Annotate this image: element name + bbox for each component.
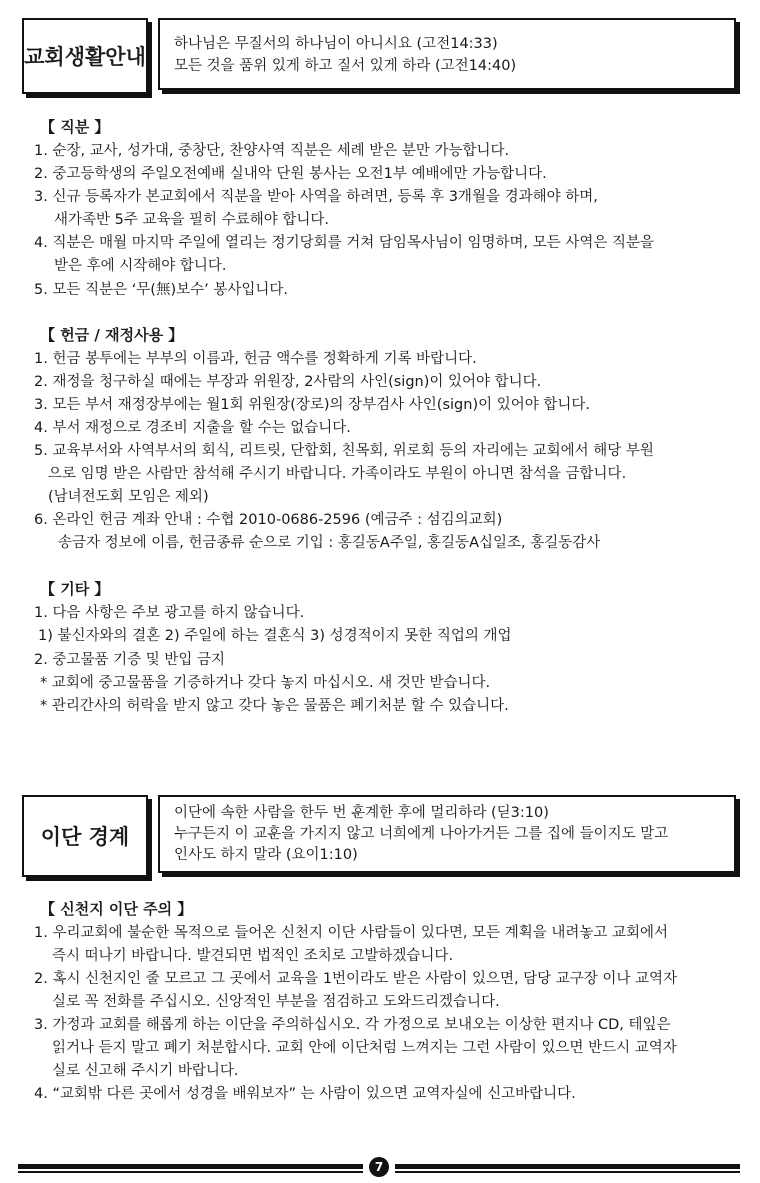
list-item-continuation: 읽거나 듣지 말고 폐기 처분합시다. 교회 안에 이단처럼 느껴지는 그런 사람이 있으면 반드시 교역자 [52,1040,677,1056]
verse-line: 이단에 속한 사람을 한두 번 훈계한 후에 멀리하라 (딛3:10) [174,805,549,821]
list-item: 2. 재정을 청구하실 때에는 부장과 위원장, 2사람의 사인(sign)이 있어야 합니다. [34,374,542,390]
footer-rule-right [395,1164,740,1169]
verse-line: 모든 것을 품위 있게 하고 질서 있게 하라 (고전14:40) [174,58,517,74]
list-item: 6. 온라인 헌금 계좌 안내 : 수협 2010-0686-2596 (예금주 : 섬김의교회) [34,512,503,528]
list-item: 4. “교회밖 다른 곳에서 성경을 배워보자” 는 사람이 있으면 교역자실에 신고바랍니다. [34,1086,576,1102]
list-item: 2. 혹시 신천지인 줄 모르고 그 곳에서 교육을 1번이라도 받은 사람이 있으면, 담당 교구장 이나 교역자 [34,971,678,987]
list-item-continuation: (남녀전도회 모임은 제외) [48,489,209,505]
group-heading-offering: 【 헌금 / 재정사용 】 [40,326,184,344]
verse-line: 하나님은 무질서의 하나님이 아니시요 (고전14:33) [174,36,498,52]
list-item: 1. 순장, 교사, 성가대, 중창단, 찬양사역 직분은 세례 받은 분만 가능합니다. [34,143,510,159]
section-title-heresy [22,795,148,877]
section-title-church-life [22,18,148,94]
footer-rule-right-thin [395,1171,740,1173]
list-item-continuation: 즉시 떠나기 바랍니다. 발견되면 법적인 조치로 고발하겠습니다. [52,948,454,964]
page-footer [18,1156,740,1178]
verse-line: 인사도 하지 말라 (요이1:10) [174,847,358,863]
list-item-sub: 1) 불신자와의 결혼 2) 주일에 하는 결혼식 3) 성경적이지 못한 직업의 개업 [38,628,512,644]
list-item: 4. 부서 재정으로 경조비 지출을 할 수는 없습니다. [34,420,351,436]
list-item: 3. 가정과 교회를 해롭게 하는 이단을 주의하십시오. 각 가정으로 보내오는 이상한 편지나 CD, 테잎은 [34,1017,671,1033]
list-item: 4. 직분은 매월 마지막 주일에 열리는 정기당회를 거쳐 담임목사님이 임명하며, 모든 사역은 직분을 [34,235,655,251]
section-title-text: 이단 경계 [40,825,130,849]
verse-box-church-life [158,18,736,90]
list-item: 3. 모든 부서 재정장부에는 월1회 위원장(장로)의 장부검사 사인(sign)이 있어야 합니다. [34,397,590,413]
list-item-continuation: 실로 꼭 전화를 주십시오. 신앙적인 부분을 점검하고 도와드리겠습니다. [52,994,500,1010]
list-item-continuation: 송금자 정보에 이름, 헌금종류 순으로 기입 : 홍길동A주일, 홍길동A십일조, 홍길동감사 [58,535,601,551]
page-number: 7 [369,1157,389,1177]
list-item: 3. 신규 등록자가 본교회에서 직분을 받아 사역을 하려면, 등록 후 3개월을 경과해야 하며, [34,189,598,205]
list-item-note: * 관리간사의 허락을 받지 않고 갖다 놓은 물품은 폐기처분 할 수 있습니다. [40,698,509,714]
list-item: 2. 중고물품 기증 및 반입 금지 [34,652,225,668]
group-heading-shincheonji: 【 신천지 이단 주의 】 [40,900,193,918]
list-item: 2. 중고등학생의 주일오전예배 실내악 단원 봉사는 오전1부 예배에만 가능합니다. [34,166,547,182]
list-item-note: * 교회에 중고물품을 기증하거나 갖다 놓지 마십시오. 새 것만 받습니다. [40,675,491,691]
list-item-continuation: 으로 임명 받은 사람만 참석해 주시기 바랍니다. 가족이라도 부원이 아니면 참석을 금합니다. [48,466,627,482]
list-item: 5. 모든 직분은 ‘무(無)보수’ 봉사입니다. [34,282,289,298]
list-item-continuation: 새가족반 5주 교육을 필히 수료해야 합니다. [54,212,329,228]
footer-rule-left-thin [18,1171,363,1173]
list-item: 5. 교육부서와 사역부서의 회식, 리트릿, 단합회, 친목회, 위로회 등의 자리에는 교회에서 해당 부원 [34,443,654,459]
section-title-text: 교회생활안내 [24,45,146,69]
verse-line: 누구든지 이 교훈을 가지지 않고 너희에게 나아가거든 그를 집에 들이지도 말고 [174,826,669,842]
verse-box-heresy [158,795,736,873]
footer-rule-left [18,1164,363,1169]
list-item-continuation: 실로 신고해 주시기 바랍니다. [52,1063,239,1079]
list-item: 1. 다음 사항은 주보 광고를 하지 않습니다. [34,605,305,621]
list-item: 1. 헌금 봉투에는 부부의 이름과, 헌금 액수를 정확하게 기록 바랍니다. [34,351,477,367]
list-item: 1. 우리교회에 불순한 목적으로 들어온 신천지 이단 사람들이 있다면, 모든 계획을 내려놓고 교회에서 [34,925,669,941]
group-heading-office: 【 직분 】 [40,118,110,136]
list-item-continuation: 받은 후에 시작해야 합니다. [54,258,227,274]
group-heading-etc: 【 기타 】 [40,580,110,598]
